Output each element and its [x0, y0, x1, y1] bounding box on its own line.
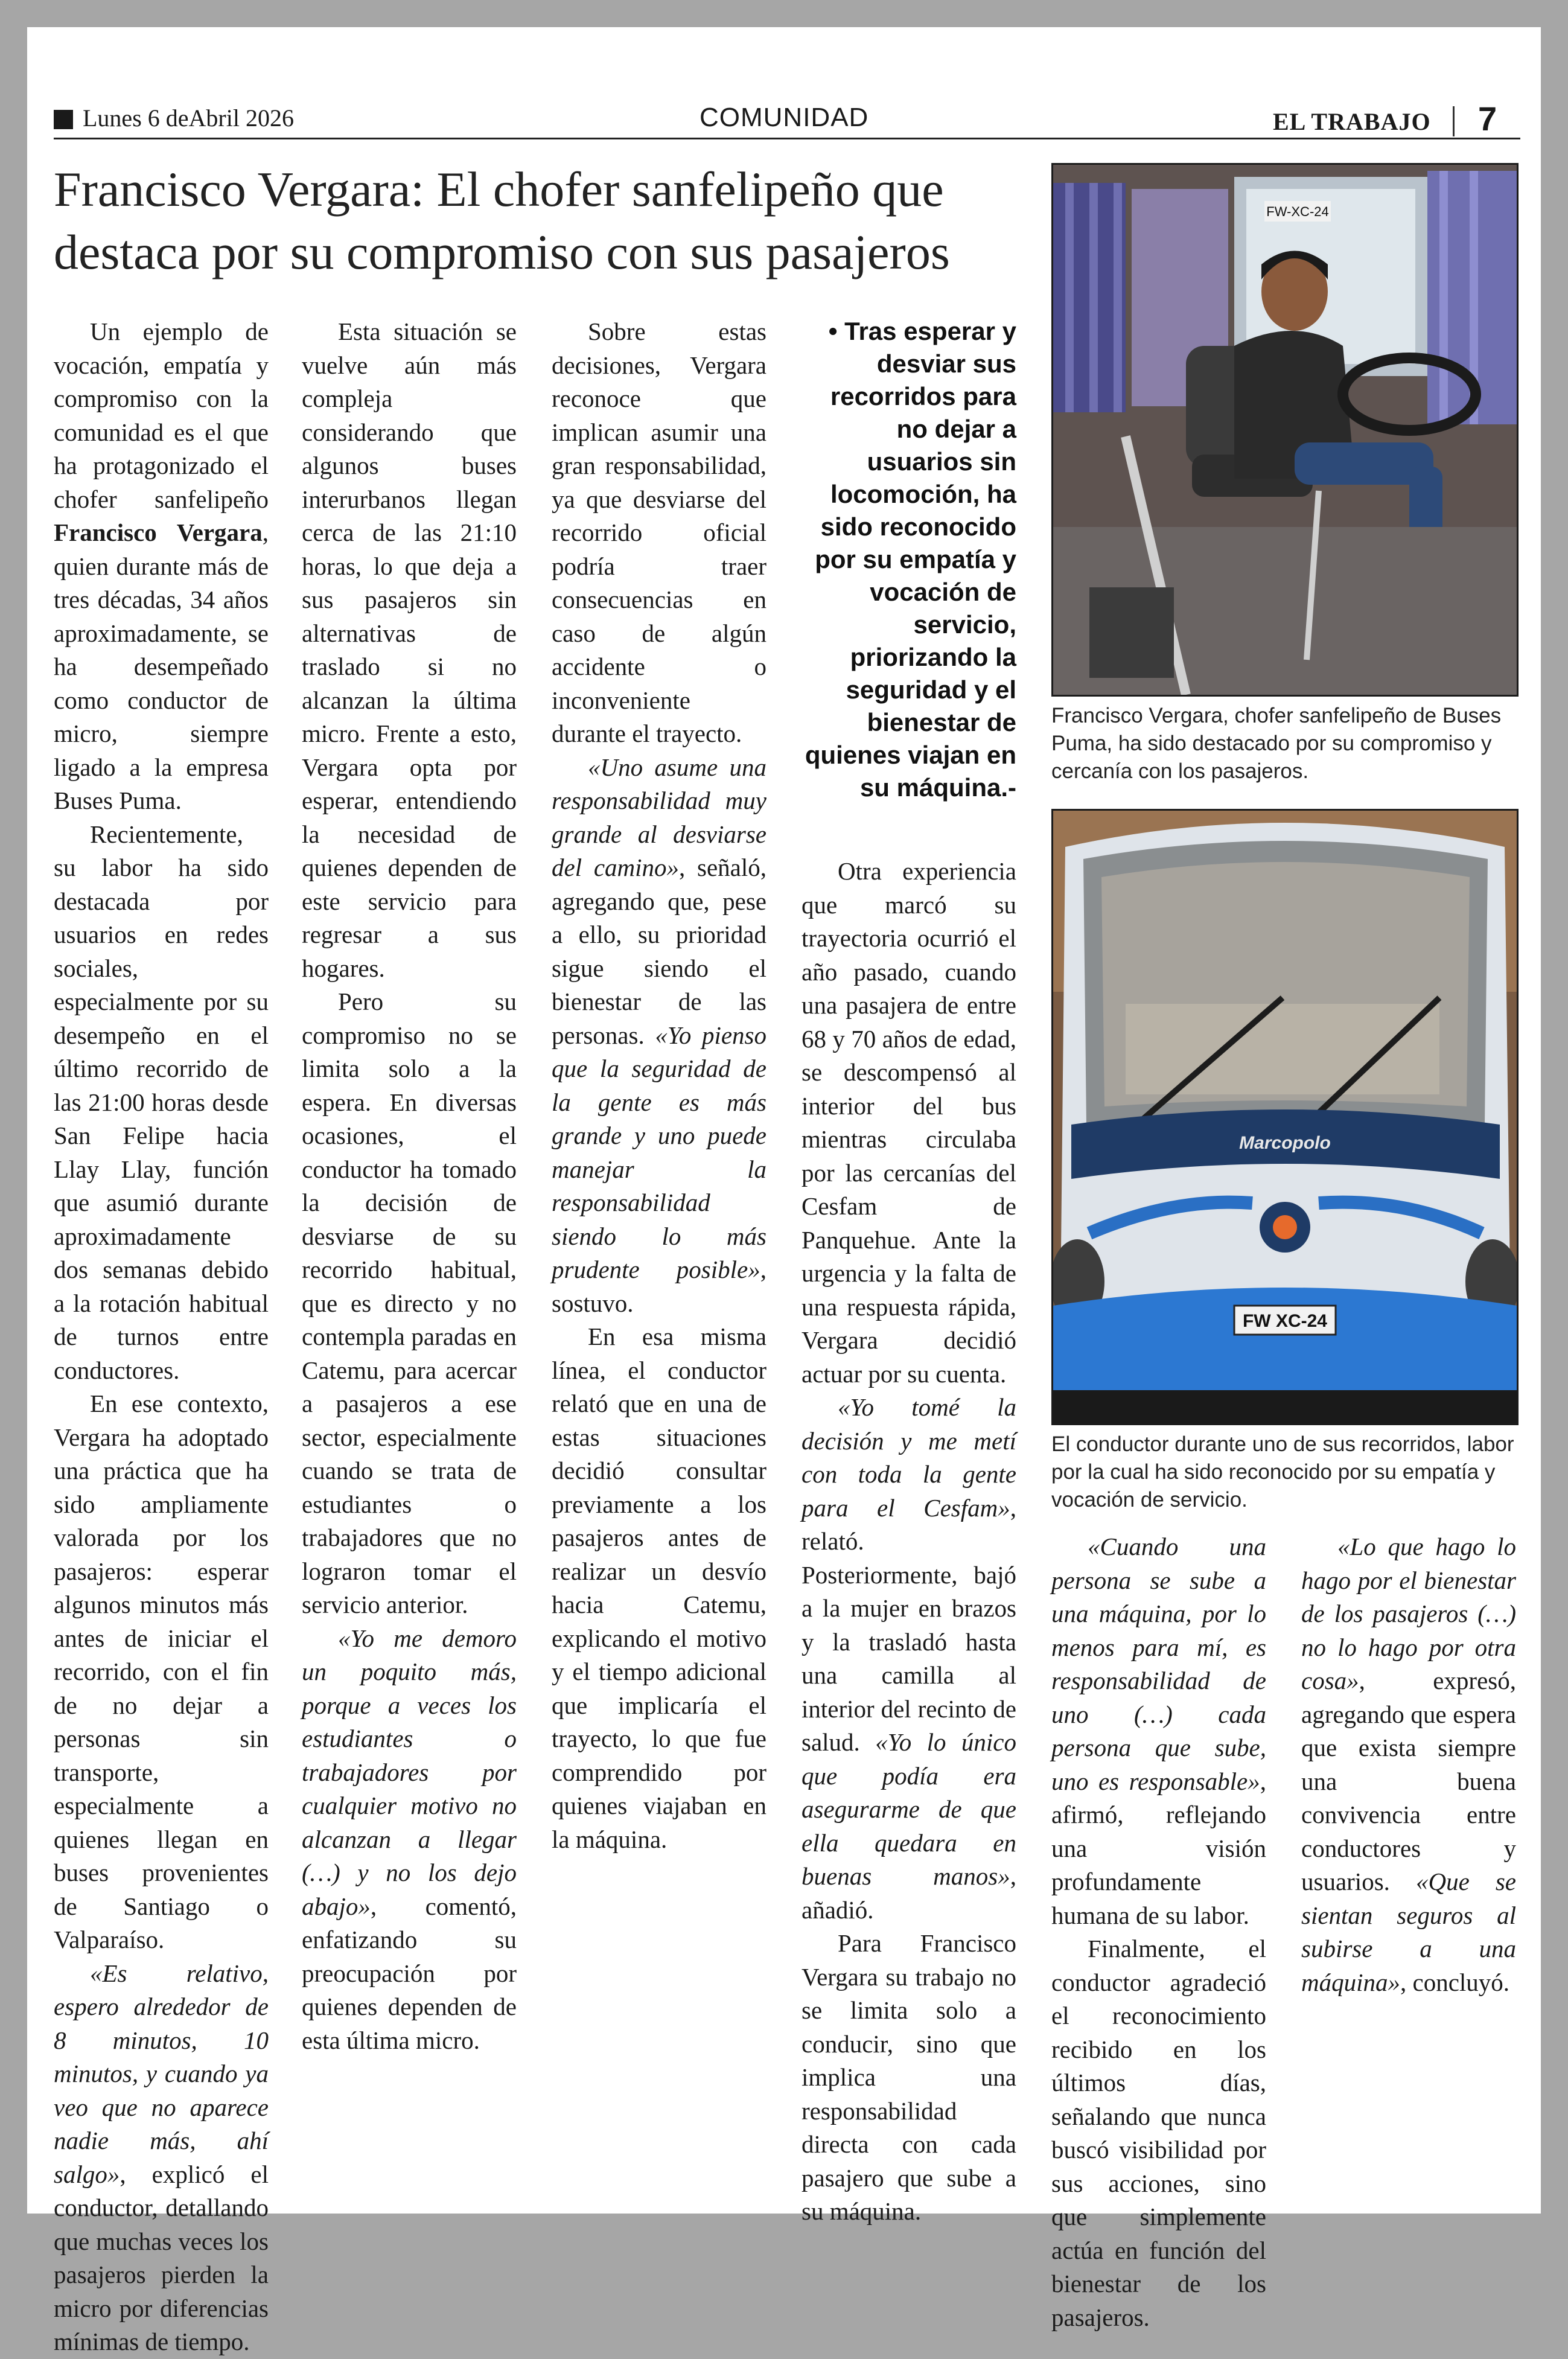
person-name: Francisco Vergara	[54, 519, 263, 546]
bus-plate: FW XC-24	[1242, 1311, 1328, 1331]
paragraph: Otra experiencia que marcó su trayectoria ocurrió el año pasado, cuando una pasajera de entre 68 y 70 años de edad, se descompensó al interior del bus mientras circulaba por las cercanías del Cesfam de Panquehue. Ante la urgencia y la falta de una respuesta rápida, Vergara decidió actuar por su cuenta.	[802, 857, 1016, 1388]
photo-caption-1: Francisco Vergara, chofer sanfelipeño de Buses Puma, ha sido destacado por su compromiso y cercanía con los pasajeros.	[1051, 704, 1502, 783]
paragraph: Un ejemplo de vocación, empatía y compromiso con la comunidad es el que ha protagonizado el chofer sanfelipeño Francisco Vergara, quien durante más de tres décadas, 34 años aproximadamente, se ha desempeñado como conductor de micro, siempre ligado a la empresa Buses Puma.	[54, 318, 269, 814]
article-headline: Francisco Vergara: El chofer sanfelipeño que destaca por su compromiso con sus pasajeros	[54, 162, 950, 279]
paragraph: «Yo tomé la decisión y me metí con toda la gente para el Cesfam», relató. Posteriormente, bajó a la mujer en brazos y la trasladó hasta una camilla al interior del recinto de salud. «Yo lo único que podía era asegurarme de que ella quedara en buenas manos», añadió.	[802, 1393, 1016, 1924]
plate-label: FW-XC-24	[1266, 204, 1329, 219]
quote: «Yo lo único que podía era asegurarme de que ella quedara en buenas manos»	[802, 1728, 1016, 1890]
quote: «Que se sientan seguros al subirse a una máquina»	[1301, 1868, 1516, 1996]
header-rule	[54, 138, 1520, 139]
article-column-5	[1051, 1530, 1266, 2334]
article-column-6	[1301, 1530, 1516, 1999]
newspaper-name: EL TRABAJO	[1273, 108, 1431, 135]
page-header	[54, 100, 1520, 139]
bus-brand-label: Marcopolo	[1239, 1133, 1331, 1153]
article-column-1	[54, 315, 269, 2359]
quote: «Yo pienso que la seguridad de la gente es más grande y uno puede manejar la responsabilidad siendo lo más prudente posible»	[552, 1021, 766, 1283]
header-marker	[54, 110, 73, 129]
photo-driver	[1051, 163, 1519, 697]
page-number: 7	[1478, 100, 1497, 138]
paragraph: Finalmente, el conductor agradeció el reconocimiento recibido en los últimos días, señalando que nunca buscó visibilidad por sus acciones, sino que simplemente actúa en función del bienestar de los pasajeros.	[1051, 1935, 1266, 2331]
photo-bus	[1051, 809, 1519, 1425]
quote: «Cuando una persona se sube a una máquina, por lo menos para mí, es responsabilidad de uno (…) cada persona que sube, uno es responsable»	[1051, 1533, 1266, 1795]
paragraph: Recientemente, su labor ha sido destacada por usuarios en redes sociales, especialmente por su desempeño en el último recorrido de las 21:00 horas desde San Felipe hacia Llay Llay, función que asumió durante aproximadamente dos semanas debido a la rotación habitual de turnos entre conductores.	[54, 820, 269, 1384]
paragraph: «Yo me demoro un poquito más, porque a veces los estudiantes o trabajadores por cualquier motivo no alcanzan a llegar (…) y no los dejo abajo», comentó, enfatizando su preocupación por quienes dependen de esta última micro.	[302, 1624, 517, 2054]
header-divider	[1453, 106, 1455, 136]
paragraph: Pero su compromiso no se limita solo a la espera. En diversas ocasiones, el conductor ha tomado la decisión de desviarse de su recorrido habitual, que es directo y no contempla paradas en Catemu, para acercar a pasajeros a ese sector, especialmente cuando se trata de estudiantes o trabajadores que no lograron tomar el servicio anterior.	[302, 988, 517, 1618]
paragraph: Esta situación se vuelve aún más compleja considerando que algunos buses interurbanos llegan cerca de las 21:10 horas, lo que deja a sus pasajeros sin alternativas de traslado si no alcanzan la última micro. Frente a esto, Vergara opta por esperar, entendiendo la necesidad de quienes dependen de este servicio para regresar a sus hogares.	[302, 318, 517, 982]
article-column-3	[552, 315, 766, 1856]
paragraph: En esa misma línea, el conductor relató que en una de estas situaciones decidió consultar previamente a los pasajeros antes de realizar un desvío hacia Catemu, explicando el motivo y el tiempo adicional que implicaría el trayecto, lo que fue comprendido por quienes viajaban en la máquina.	[552, 1323, 766, 1853]
paragraph: «Uno asume una responsabilidad muy grande al desviarse del camino», señaló, agregando que, pese a ello, su prioridad sigue siendo el bienestar de las personas. «Yo pienso que la seguridad de la gente es más grande y uno puede manejar la responsabilidad siendo lo más prudente posible», sostuvo.	[552, 753, 766, 1317]
bus-photo-illustration	[1053, 811, 1517, 1423]
photo-caption-2: El conductor durante uno de sus recorridos, labor por la cual ha sido reconocido por su empatía y vocación de servicio.	[1051, 1432, 1514, 1511]
paragraph: «Es relativo, espero alrededor de 8 minutos, 10 minutos, y cuando ya veo que no aparece nadie más, ahí salgo», explicó el conductor, detallando que muchas veces los pasajeros pierden la micro por diferencias mínimas de tiempo.	[54, 1959, 269, 2355]
pull-quote: • Tras esperar y desviar sus recorridos para no dejar a usuarios sin locomoción, ha sido reconocido por su empatía y vocación de servicio, priorizando la seguridad y el bienestar de quienes viajan en su máquina.-	[805, 317, 1016, 802]
paragraph: Sobre estas decisiones, Vergara reconoce que implican asumir una gran responsabilidad, ya que desviarse del recorrido oficial podría traer consecuencias en caso de algún accidente o inconveniente durante el trayecto.	[552, 318, 766, 747]
driver-photo-illustration	[1053, 165, 1517, 695]
quote: «Yo tomé la decisión y me metí con toda la gente para el Cesfam»	[802, 1393, 1016, 1522]
header-date: Lunes 6 deAbril 2026	[83, 104, 294, 132]
quote: «Yo me demoro un poquito más, porque a veces los estudiantes o trabajadores por cualquier motivo no alcanzan a llegar (…) y no los dejo abajo»	[302, 1624, 517, 1920]
article-column-4	[802, 855, 1016, 2229]
paragraph: Para Francisco Vergara su trabajo no se limita solo a conducir, sino que implica una responsabilidad directa con cada pasajero que sube a su máquina.	[802, 1929, 1016, 2225]
paragraph: En ese contexto, Vergara ha adoptado una práctica que ha sido ampliamente valorada por los pasajeros: esperar algunos minutos más antes de iniciar el recorrido, con el fin de no dejar a personas sin transporte, especialmente a quienes llegan en buses provenientes de Santiago o Valparaíso.	[54, 1390, 269, 1953]
article-column-2	[302, 315, 517, 2057]
paragraph: «Lo que hago lo hago por el bienestar de los pasajeros (…) no lo hago por otra cosa», expresó, agregando que espera que exista siempre una buena convivencia entre conductores y usuarios. «Que se sientan seguros al subirse a una máquina», concluyó.	[1301, 1533, 1516, 1996]
section-title: COMUNIDAD	[700, 103, 869, 132]
paragraph: «Cuando una persona se sube a una máquina, por lo menos para mí, es responsabilidad de uno (…) cada persona que sube, uno es responsable», afirmó, reflejando una visión profundamente humana de su labor.	[1051, 1533, 1266, 1929]
quote: «Uno asume una responsabilidad muy grande al desviarse del camino»	[552, 753, 766, 881]
quote: «Es relativo, espero alrededor de 8 minutos, 10 minutos, y cuando ya veo que no aparece nadie más, ahí salgo»	[54, 1959, 269, 2188]
quote: «Lo que hago lo hago por el bienestar de los pasajeros (…) no lo hago por otra cosa»	[1301, 1533, 1516, 1694]
